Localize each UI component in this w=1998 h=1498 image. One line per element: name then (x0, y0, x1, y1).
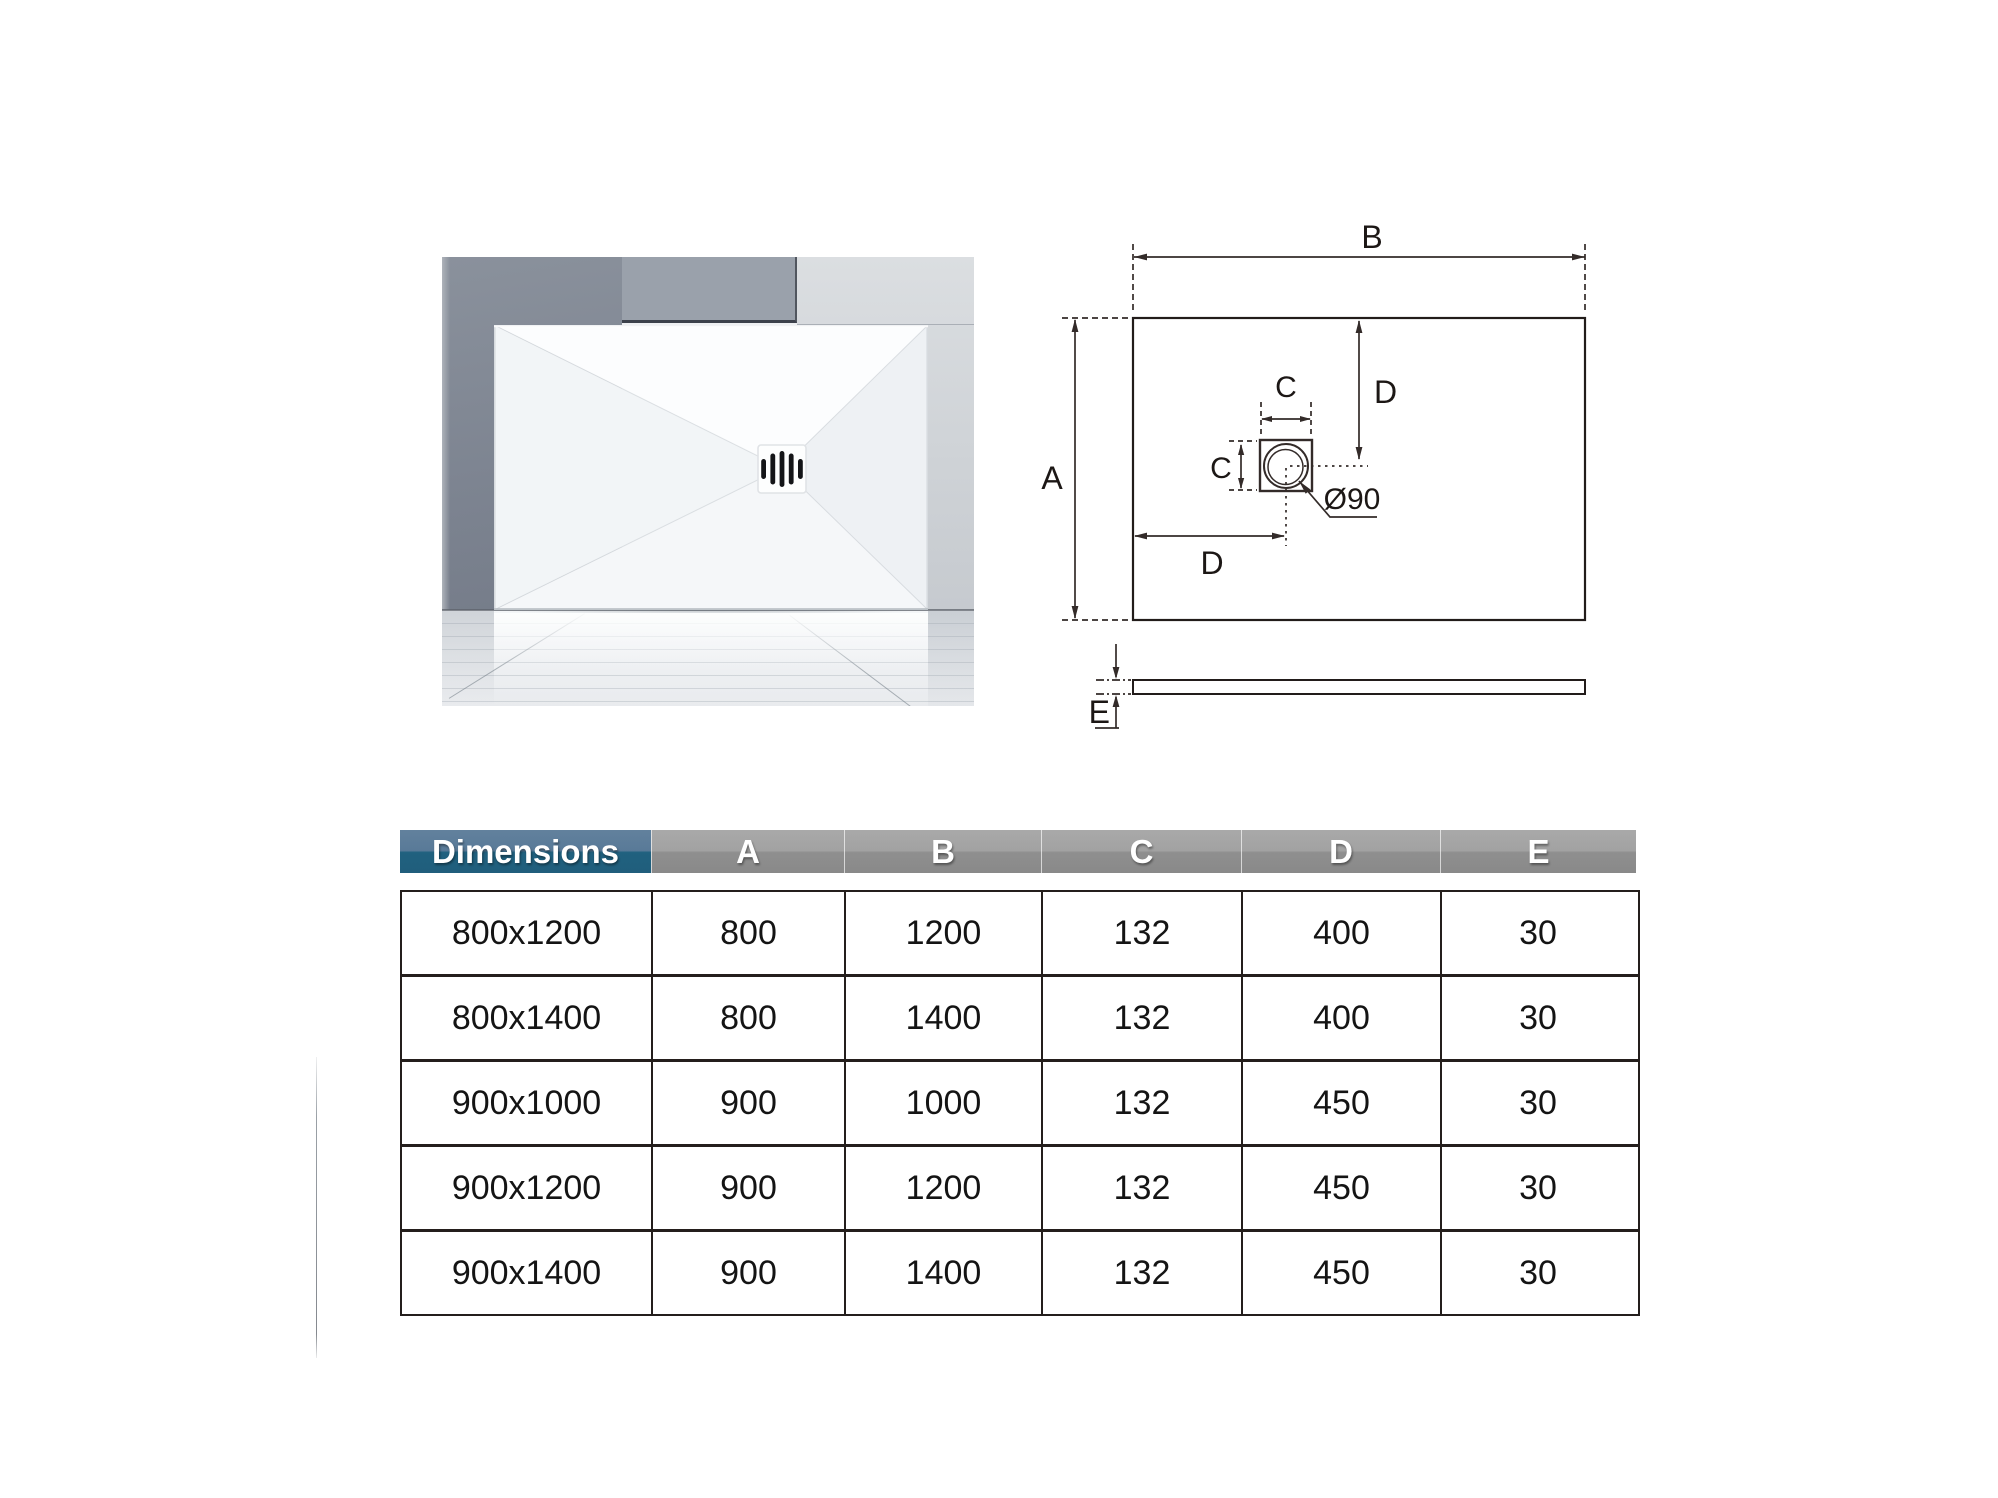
table-cell-size: 800x1200 (402, 892, 651, 974)
shower-tray (494, 325, 928, 610)
label-D-horizontal: D (1200, 545, 1224, 581)
table-cell: 132 (1041, 1147, 1241, 1229)
table-cell-size: 800x1400 (402, 977, 651, 1059)
table-cell: 132 (1041, 1232, 1241, 1314)
table-cell-size: 900x1400 (402, 1232, 651, 1314)
floor-shade (442, 611, 494, 706)
table-cell: 400 (1241, 892, 1440, 974)
floor-shade (928, 611, 974, 706)
table-cell-size: 900x1200 (402, 1147, 651, 1229)
table-cell: 132 (1041, 1062, 1241, 1144)
label-drain-diameter: Ø90 (1323, 483, 1381, 516)
table-cell: 1200 (844, 1147, 1041, 1229)
table-cell: 450 (1241, 1147, 1440, 1229)
label-B: B (1361, 219, 1383, 255)
label-C-vertical: C (1210, 452, 1232, 485)
dimension-diagram (1040, 210, 1620, 750)
dim-B (1133, 244, 1585, 314)
wall-panel-middle (622, 257, 797, 323)
table-header-e: E (1440, 830, 1636, 873)
table-cell: 1000 (844, 1062, 1041, 1144)
table-cell: 1200 (844, 892, 1041, 974)
table-row (402, 1144, 1638, 1229)
table-cell: 132 (1041, 977, 1241, 1059)
table-cell: 30 (1440, 1147, 1634, 1229)
table-cell: 900 (651, 1232, 844, 1314)
table-cell: 450 (1241, 1062, 1440, 1144)
table-cell: 800 (651, 892, 844, 974)
dimensions-table-header (400, 830, 1636, 873)
table-header-dimensions: Dimensions (400, 830, 651, 873)
table-cell: 30 (1440, 1232, 1634, 1314)
table-cell-size: 900x1000 (402, 1062, 651, 1144)
table-cell: 1400 (844, 977, 1041, 1059)
product-photo (442, 257, 974, 706)
drain-grate-icon (758, 445, 806, 493)
dim-D-vertical (1290, 321, 1368, 466)
table-cell: 30 (1440, 1062, 1634, 1144)
table-header-b: B (844, 830, 1041, 873)
table-cell: 30 (1440, 977, 1634, 1059)
table-header-a: A (651, 830, 844, 873)
table-cell: 900 (651, 1062, 844, 1144)
dimension-arrowheads (1072, 254, 1585, 707)
table-row (402, 1229, 1638, 1314)
tray-reflection (494, 613, 928, 671)
table-cell: 450 (1241, 1232, 1440, 1314)
label-C-horizontal: C (1275, 371, 1297, 404)
label-E: E (1088, 694, 1110, 730)
dimensions-table (400, 890, 1640, 1316)
table-cell: 800 (651, 977, 844, 1059)
tray-outline-side (1133, 680, 1585, 694)
label-A: A (1041, 460, 1063, 496)
table-row (402, 974, 1638, 1059)
table-cell: 400 (1241, 977, 1440, 1059)
label-D-vertical: D (1374, 374, 1398, 410)
divider-line (316, 1057, 317, 1358)
table-cell: 132 (1041, 892, 1241, 974)
table-cell: 30 (1440, 892, 1634, 974)
table-cell: 1400 (844, 1232, 1041, 1314)
dim-C-vertical (1229, 441, 1257, 490)
table-header-c: C (1041, 830, 1241, 873)
table-row (402, 1059, 1638, 1144)
table-cell: 900 (651, 1147, 844, 1229)
table-header-d: D (1241, 830, 1440, 873)
table-row (402, 892, 1638, 974)
dim-A (1062, 318, 1130, 620)
